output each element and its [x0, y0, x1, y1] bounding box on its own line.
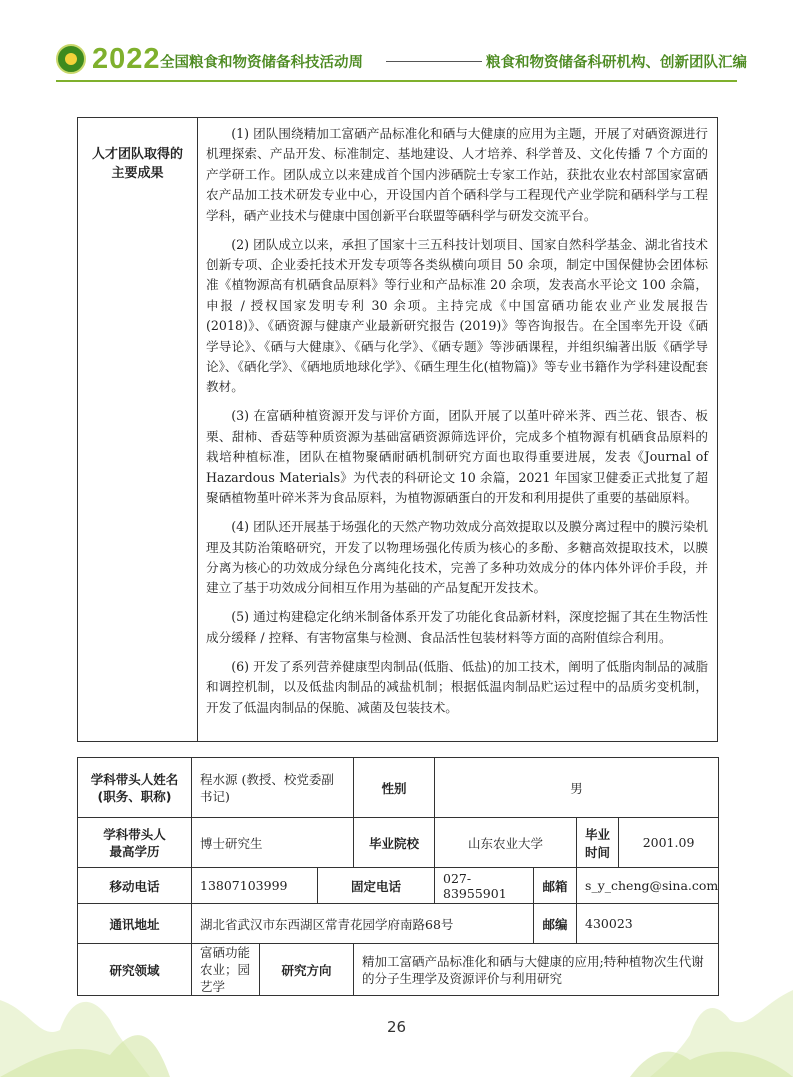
postcode-value: 430023 — [577, 904, 719, 944]
direction-value: 精加工富硒产品标准化和硒与大健康的应用;特种植物次生代谢的分子生理学及资源评价与利用研究 — [354, 944, 719, 996]
gender-label: 性别 — [354, 758, 435, 818]
grad-time-label: 毕业时间 — [577, 818, 619, 868]
header-year: 2022 — [92, 43, 161, 75]
achievement-paragraph-4: (4) 团队还开展基于场强化的天然产物功效成分高效提取以及膜分离过程中的膜污染机理及其防治策略研究，开发了以物理场强化传质为核心的多酚、多糖高效提取技术，以膜分离为核心的功效成分绿色分离纯化技术，完善了多种功效成分的体内体外评价手段，并建立了基于功效成分间相互作用为基础的产品复配开发技术。 — [206, 519, 708, 596]
header-rule — [56, 80, 737, 82]
achievements-body — [206, 124, 708, 727]
degree-value: 博士研究生 — [192, 818, 354, 868]
email-label: 邮箱 — [534, 868, 577, 904]
achievements-label-line1: 人才团队取得的 — [91, 147, 183, 162]
degree-label-line2: 最高学历 — [109, 843, 160, 859]
achievements-table — [77, 117, 718, 742]
field-label: 研究领域 — [78, 944, 192, 996]
degree-label — [78, 818, 192, 868]
achievements-label — [78, 118, 198, 741]
postcode-label: 邮编 — [534, 904, 577, 944]
table-row — [78, 904, 719, 944]
achievements-label-line2: 主要成果 — [111, 166, 164, 181]
table-row — [78, 818, 719, 868]
school-value: 山东农业大学 — [435, 818, 577, 868]
direction-label: 研究方向 — [260, 944, 354, 996]
mobile-value: 13807103999 — [192, 868, 318, 904]
leader-name-label-line1: 学科带头人姓名 — [90, 771, 179, 787]
leader-name-value: 程水源 (教授、校党委副书记) — [192, 758, 354, 818]
email-value: s_y_cheng@sina.com — [577, 868, 719, 904]
mobile-label: 移动电话 — [78, 868, 192, 904]
address-value: 湖北省武汉市东西湖区常青花园学府南路68号 — [192, 904, 534, 944]
page-number: 26 — [386, 1018, 407, 1036]
address-label: 通讯地址 — [78, 904, 192, 944]
header-divider — [386, 61, 482, 62]
gender-value: 男 — [435, 758, 719, 818]
achievement-paragraph-1: (1) 团队围绕精加工富硒产品标准化和硒与大健康的应用为主题，开展了对硒资源进行机理探索、产品开发、标准制定、基地建设、人才培养、科学普及、文化传播 7 个方面的产学研工作。团队成立以来建成首个国内涉硒院士专家工作站，获批农业农村部国家富硒农产品加工技术研发专业中心，开设国内首个硒科学与工程现代产业学院和硒科学与工程学科，硒产业技术与健康中国创新平台联盟等硒科学与研发交流平台。 — [206, 126, 708, 223]
leader-name-label — [78, 758, 192, 818]
table-row — [78, 758, 719, 818]
field-value: 富硒功能农业；园艺学 — [192, 944, 260, 996]
school-label: 毕业院校 — [354, 818, 435, 868]
achievement-paragraph-3: (3) 在富硒种植资源开发与评价方面，团队开展了以堇叶碎米荠、西兰花、银杏、板栗、甜柿、香菇等种质资源为基础富硒资源筛选评价，完成多个植物源有机硒食品原料的栽培种植标准，团队在植物聚硒耐硒机制研究方面也取得重要进展，发表《Journal of Hazardous Materials》为代表的科研论文 10 余篇，2021 年国家卫健委正式批复了超聚硒植物堇叶碎米荠为食品原料，为植物源硒蛋白的开发和利用提供了重要的基础原料。 — [206, 408, 708, 506]
table-row — [78, 944, 719, 996]
achievement-paragraph-6: (6) 开发了系列营养健康型肉制品(低脂、低盐)的加工技术，阐明了低脂肉制品的减脂和调控机制，以及低盐肉制品的减盐机制；根据低温肉制品贮运过程中的品质劣变机制，开发了低温肉制品的保脆、减菌及包装技术。 — [206, 658, 708, 715]
degree-label-line1: 学科带头人 — [103, 826, 166, 842]
phone-label: 固定电话 — [318, 868, 435, 904]
phone-value: 027-83955901 — [435, 868, 534, 904]
header-section-title: 粮食和物资储备科研机构、创新团队汇编 — [486, 55, 747, 71]
leader-name-label-line2: (职务、职称) — [97, 788, 172, 804]
achievement-paragraph-2: (2) 团队成立以来，承担了国家十三五科技计划项目、国家自然科学基金、湖北省技术创新专项、企业委托技术开发专项等各类纵横向项目 50 余项，制定中国保健协会团体标准《植物源高有机硒食品原料》等行业和产品标准 20 余项，发表高水平论文 100 余篇，申报 / 授权国家发明专利 30 余项。主持完成《中国富硒功能农业产业发展报告 (2018)》、《硒资源与健康产业最新研究报告 (2019)》等咨询报告。在全国率先开设《硒学导论》、《硒与大健康》、《硒与化学》、《硒专题》等涉硒课程，并组织编著出版《硒学导论》、《硒化学》、《硒地质地球化学》、《硒生理生化(植物篇)》等专业书籍作为学科建设配套教材。 — [206, 236, 708, 395]
grad-time-value: 2001.09 — [619, 818, 719, 868]
leader-info-table — [77, 757, 719, 996]
achievement-paragraph-5: (5) 通过构建稳定化纳米制备体系开发了功能化食品新材料，深度挖掘了其在生物活性成分缓释 / 控释、有害物富集与检测、食品活性包装材料等方面的高附值综合利用。 — [206, 609, 708, 645]
table-row — [78, 868, 719, 904]
emblem-logo-icon — [56, 44, 86, 74]
header-event-title: 全国粮食和物资储备科技活动周 — [160, 55, 363, 71]
page-header — [0, 0, 793, 86]
